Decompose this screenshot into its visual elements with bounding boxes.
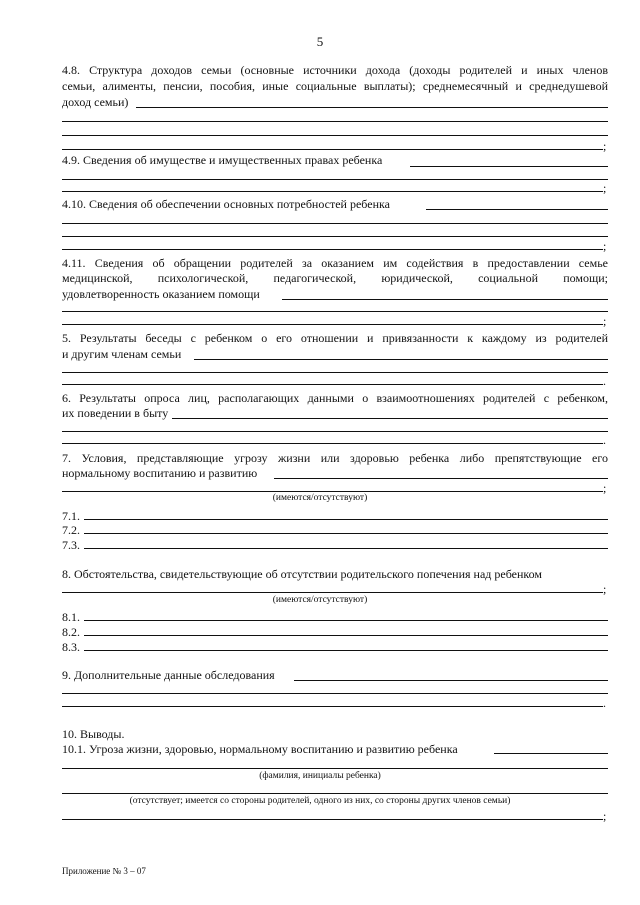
section-4-11-line-2: медицинской, психологической, педагогической, юридической, социальной помощи; <box>62 271 608 285</box>
fill-line[interactable] <box>494 753 608 754</box>
fill-line[interactable] <box>294 680 608 681</box>
caption-present-absent: (имеются/отсутствуют) <box>272 493 368 503</box>
fill-line[interactable] <box>62 223 608 224</box>
fill-line[interactable] <box>84 620 608 621</box>
fill-line[interactable] <box>62 592 603 593</box>
fill-line[interactable] <box>136 107 608 108</box>
fill-line[interactable] <box>62 706 603 707</box>
section-10-title: 10. Выводы. <box>62 727 125 741</box>
page-number: 5 <box>316 34 324 49</box>
period: . <box>603 696 606 710</box>
fill-line[interactable] <box>62 121 608 122</box>
item-7-1-label: 7.1. <box>62 509 80 523</box>
item-7-3-label: 7.3. <box>62 538 80 552</box>
fill-line[interactable] <box>62 819 603 820</box>
footer-appendix-label: Приложение № 3 – 07 <box>62 866 146 876</box>
section-5-line-1: 5. Результаты беседы с ребенком о его отношении и привязанности к каждому из родителей <box>62 331 608 345</box>
fill-line[interactable] <box>62 311 608 312</box>
fill-line[interactable] <box>62 149 603 150</box>
fill-line[interactable] <box>62 443 603 444</box>
fill-line[interactable] <box>282 299 608 300</box>
section-10-1: 10.1. Угроза жизни, здоровью, нормальному воспитанию и развитию ребенка <box>62 742 458 756</box>
fill-line[interactable] <box>84 519 608 520</box>
fill-line[interactable] <box>62 179 608 180</box>
fill-line[interactable] <box>84 548 608 549</box>
fill-line[interactable] <box>62 384 603 385</box>
caption-child-name: (фамилия, инициалы ребенка) <box>259 771 381 781</box>
fill-line[interactable] <box>62 135 608 136</box>
section-4-9: 4.9. Сведения об имуществе и имущественных правах ребенка <box>62 153 383 167</box>
fill-line[interactable] <box>194 359 608 360</box>
section-8-line-1: 8. Обстоятельства, свидетельствующие об отсутствии родительского попечения над ребенком <box>62 567 542 581</box>
section-7-line-2: нормальному воспитанию и развитию <box>62 466 258 480</box>
fill-line[interactable] <box>84 635 608 636</box>
fill-line[interactable] <box>410 166 608 167</box>
fill-line[interactable] <box>172 418 608 419</box>
period: . <box>603 433 606 447</box>
item-8-2-label: 8.2. <box>62 625 80 639</box>
section-4-8-line-1: 4.8. Структура доходов семьи (основные источники дохода (доходы родителей и иных членов <box>62 63 608 77</box>
section-4-11-line-3: удовлетворенность оказанием помощи <box>62 287 260 301</box>
fill-line[interactable] <box>62 768 608 769</box>
fill-line[interactable] <box>62 491 603 492</box>
fill-line[interactable] <box>62 693 608 694</box>
semicolon: ; <box>603 582 607 596</box>
section-4-10: 4.10. Сведения об обеспечении основных потребностей ребенка <box>62 197 390 211</box>
caption-present-absent: (имеются/отсутствуют) <box>272 595 368 605</box>
fill-line[interactable] <box>84 533 608 534</box>
section-9: 9. Дополнительные данные обследования <box>62 668 275 682</box>
fill-line[interactable] <box>84 650 608 651</box>
section-5-line-2: и другим членам семьи <box>62 347 182 361</box>
section-6-line-1: 6. Результаты опроса лиц, располагающих данными о взаимоотношениях родителей с ребенком, <box>62 391 608 405</box>
fill-line[interactable] <box>62 372 608 373</box>
semicolon: ; <box>603 481 607 495</box>
fill-line[interactable] <box>62 431 608 432</box>
section-4-8-line-2: семьи, алименты, пенсии, пособия, иные социальные выплаты); среднемесячный и среднедушевой <box>62 79 608 93</box>
semicolon: ; <box>603 314 607 328</box>
section-7-line-1: 7. Условия, представляющие угрозу жизни или здоровью ребенка либо препятствующие его <box>62 451 608 465</box>
semicolon: ; <box>603 239 607 253</box>
section-4-11-line-1: 4.11. Сведения об обращении родителей за оказанием им содействия в предоставлении семье <box>62 256 608 270</box>
fill-line[interactable] <box>62 236 608 237</box>
fill-line[interactable] <box>62 324 603 325</box>
fill-line[interactable] <box>274 478 608 479</box>
item-8-1-label: 8.1. <box>62 610 80 624</box>
item-8-3-label: 8.3. <box>62 640 80 654</box>
section-6-line-2: их поведении в быту <box>62 406 169 420</box>
section-4-8-line-3: доход семьи) <box>62 95 129 109</box>
fill-line[interactable] <box>62 191 603 192</box>
fill-line[interactable] <box>62 793 608 794</box>
semicolon: ; <box>603 809 607 823</box>
fill-line[interactable] <box>426 209 608 210</box>
period: . <box>603 374 606 388</box>
semicolon: ; <box>603 181 607 195</box>
fill-line[interactable] <box>62 249 603 250</box>
semicolon: ; <box>603 139 607 153</box>
caption-threat-source: (отсутствует; имеется со стороны родителей, одного из них, со стороны других членов семьи) <box>129 796 511 806</box>
item-7-2-label: 7.2. <box>62 523 80 537</box>
